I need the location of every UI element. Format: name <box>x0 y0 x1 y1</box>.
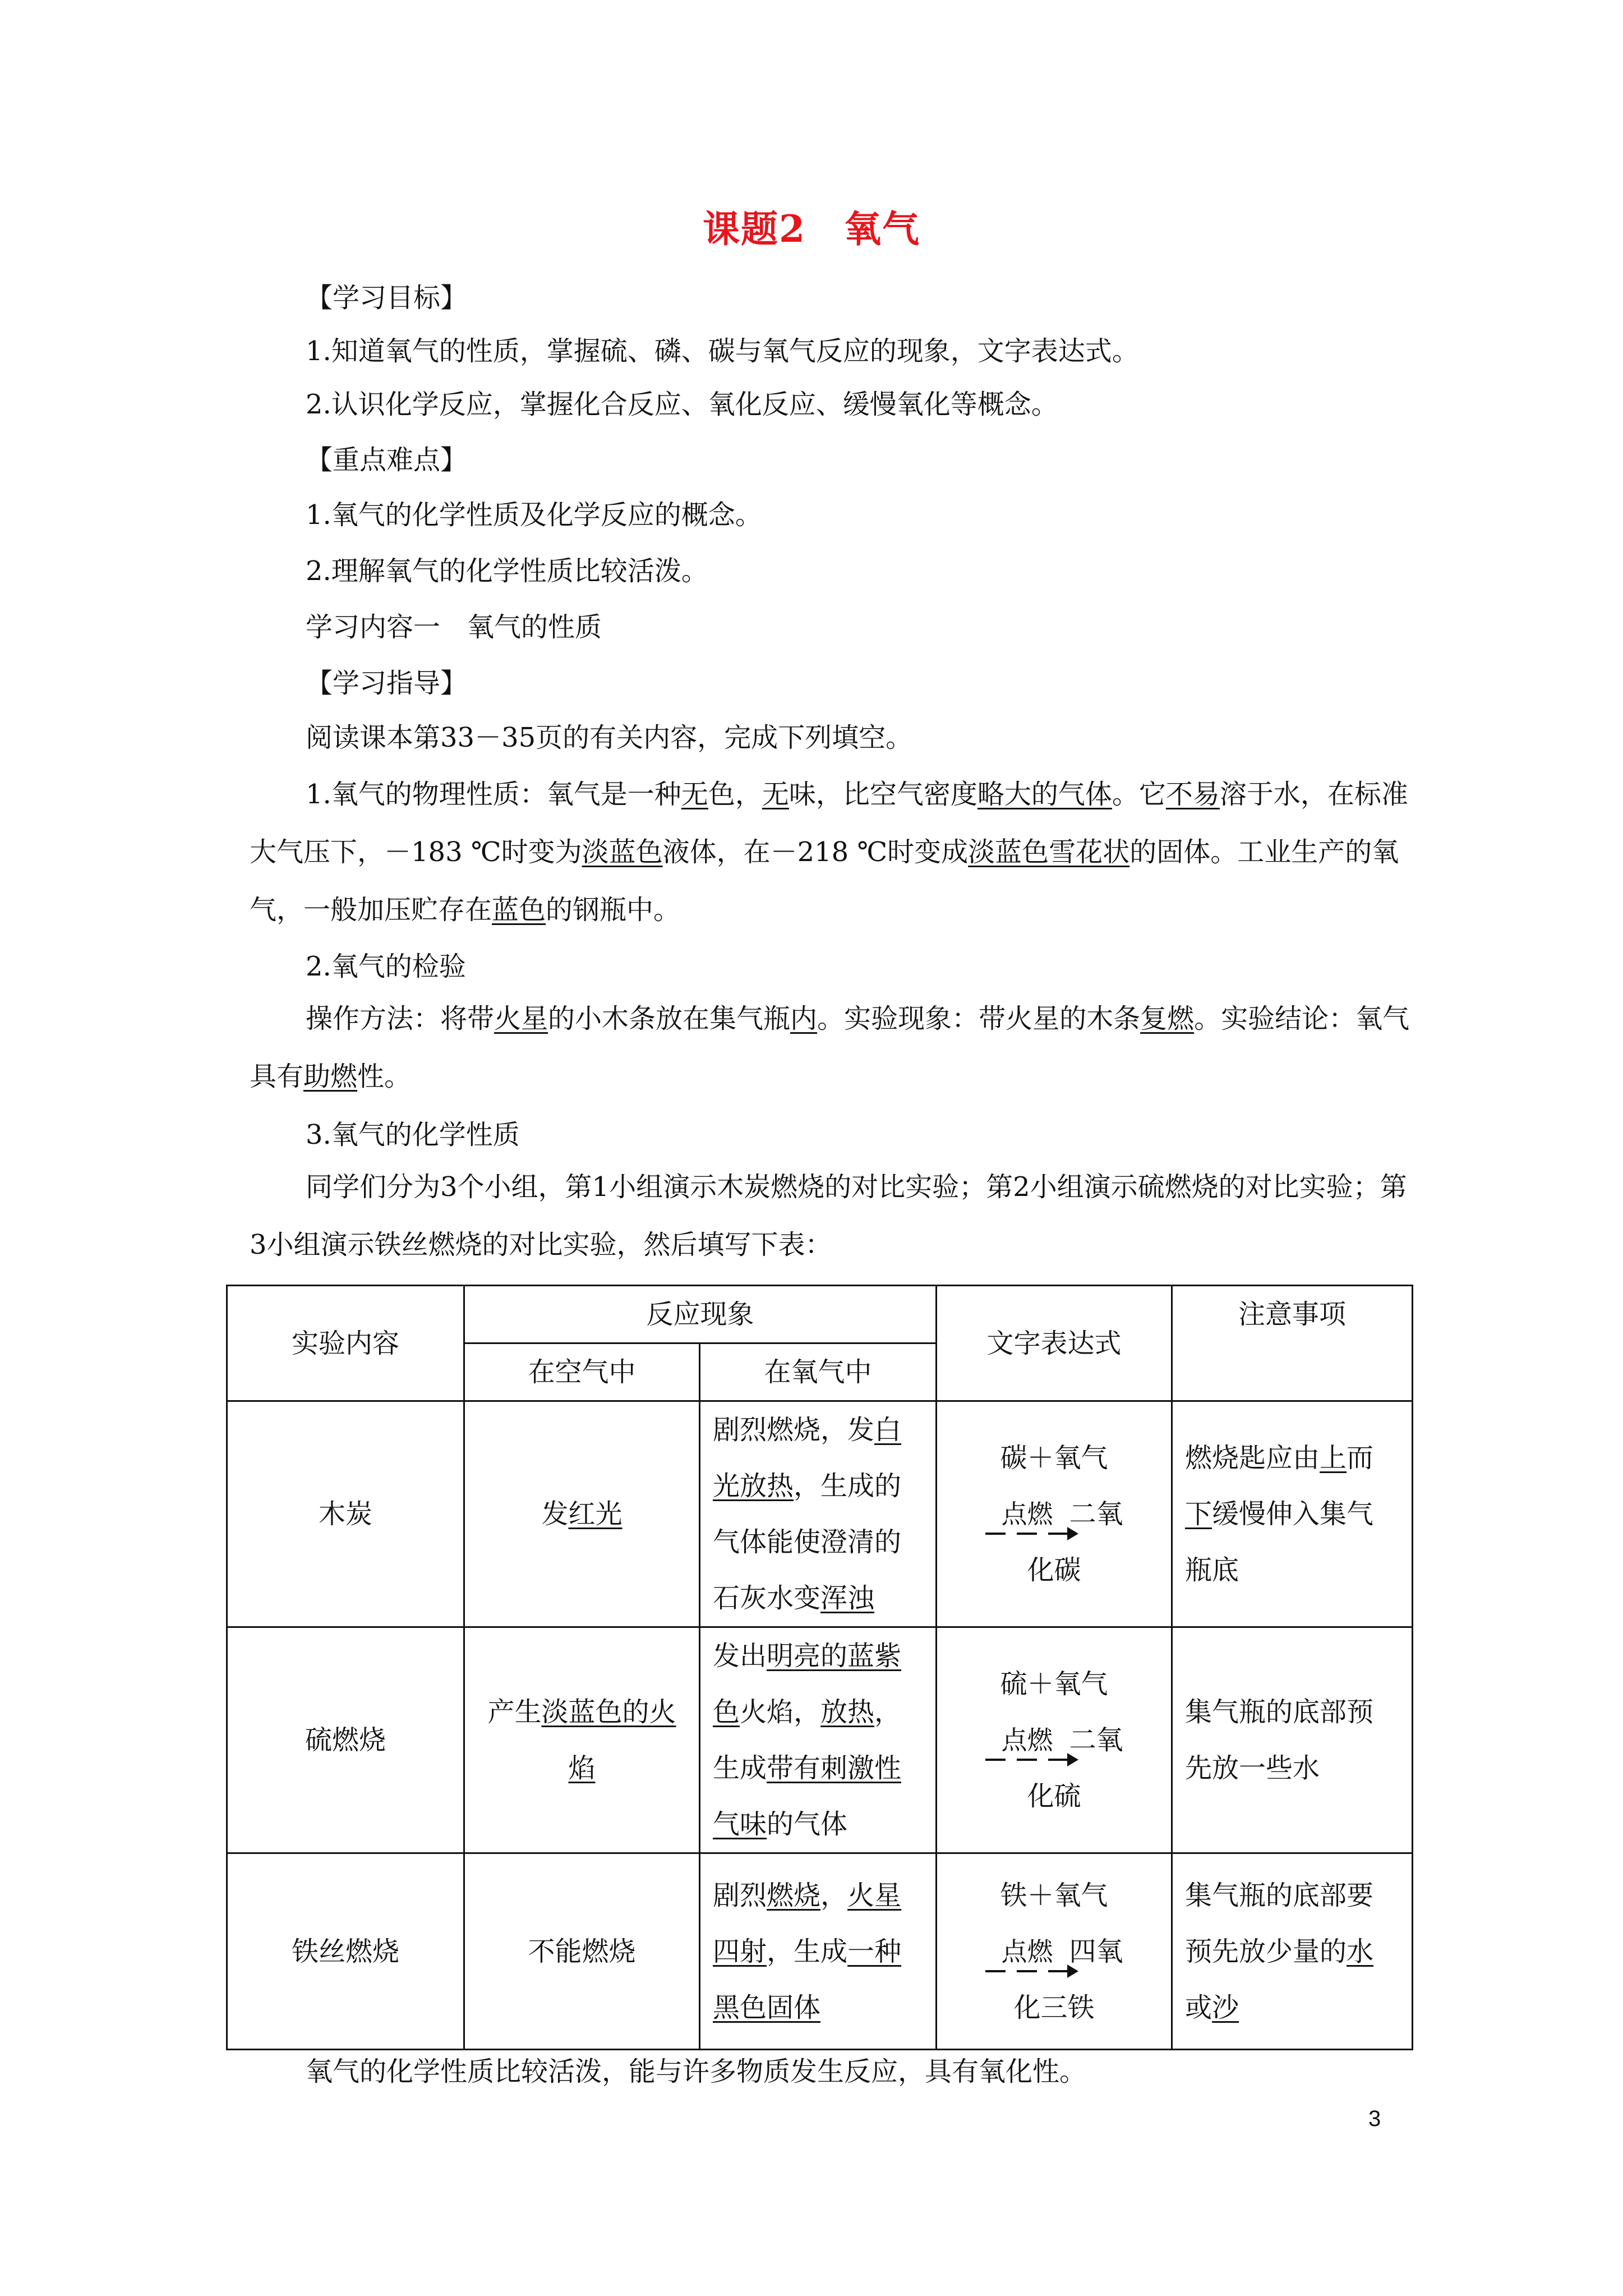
key-points-heading: 【重点难点】 <box>306 444 468 476</box>
test-paragraph: 操作方法：将带火星的小木条放在集气瓶内。实验现象：带火星的木条复燃。实验结论：氧气具有助燃性。 <box>250 1003 1410 1092</box>
table-row <box>227 1627 1413 1853</box>
guide-heading: 【学习指导】 <box>306 668 468 699</box>
test-heading: 2.氧气的检验 <box>306 951 466 982</box>
answer-blank: 火星四射 <box>713 1879 902 1967</box>
header-phenomenon: 反应现象 <box>464 1286 937 1343</box>
key-point-item: 1.氧气的化学性质及化学反应的概念。 <box>306 499 762 531</box>
answer-blank: 助燃 <box>303 1061 358 1092</box>
chemical-heading: 3.氧气的化学性质 <box>306 1119 520 1151</box>
header-in-air: 在空气中 <box>464 1343 700 1401</box>
chemical-intro: 同学们分为3个小组，第1小组演示木炭燃烧的对比实验；第2小组演示硫燃烧的对比实验；第3小组演示铁丝燃烧的对比实验，然后填写下表： <box>250 1171 1407 1260</box>
answer-blank: 下 <box>1185 1498 1212 1530</box>
answer-blank: 蓝色 <box>492 894 546 926</box>
page-title: 课题2 氧气 <box>703 207 920 251</box>
conclusion: 氧气的化学性质比较活泼，能与许多物质发生反应，具有氧化性。 <box>306 2056 1087 2087</box>
answer-blank: 淡蓝色雪花状 <box>968 836 1130 868</box>
answer-blank: 淡蓝色 <box>582 836 663 868</box>
notes-cell: 集气瓶的底部预先放一些水 <box>1172 1627 1413 1853</box>
answer-blank: 明亮的蓝紫色 <box>713 1640 902 1728</box>
page-number: 3 <box>1368 2106 1381 2131</box>
answer-blank: 火星 <box>494 1003 548 1034</box>
header-in-oxygen: 在氧气中 <box>700 1343 937 1401</box>
reaction-arrow: 点燃 <box>985 1722 1069 1761</box>
answer-blank: 沙 <box>1212 1991 1239 2023</box>
row-name: 木炭 <box>227 1401 464 1627</box>
reaction-arrow: 点燃 <box>985 1933 1069 1972</box>
key-point-item: 2.理解氧气的化学性质比较活泼。 <box>306 555 708 587</box>
header-equation: 文字表达式 <box>937 1286 1172 1401</box>
objectives-heading: 【学习目标】 <box>306 282 468 314</box>
experiment-table <box>226 1285 1413 2050</box>
table-row <box>227 1401 1413 1627</box>
answer-blank: 放热 <box>740 1470 794 1502</box>
answer-blank: 一种黑色固体 <box>713 1935 902 2023</box>
answer-blank: 红光 <box>568 1498 623 1530</box>
in-oxygen-cell: 剧烈燃烧，火星四射，生成一种黑色固体 <box>700 1853 937 2050</box>
in-air-cell: 产生淡蓝色的火焰 <box>464 1627 700 1853</box>
guide-intro: 阅读课本第33－35页的有关内容，完成下列填空。 <box>306 722 913 753</box>
answer-blank: 燃烧 <box>767 1879 821 1911</box>
in-oxygen-cell: 发出明亮的蓝紫色火焰，放热，生成带有刺激性气味的气体 <box>700 1627 937 1853</box>
answer-blank: 不易 <box>1165 779 1220 810</box>
physical-properties-paragraph: 1.氧气的物理性质：氧气是一种无色，无味，比空气密度略大的气体。它不易溶于水，在标准大气压下，－183 ℃时变为淡蓝色液体，在－218 ℃时变成淡蓝色雪花状的固体。工业生产的氧气，一般加压贮存在蓝色的钢瓶中。 <box>250 779 1408 926</box>
answer-blank: 水 <box>1347 1935 1374 1967</box>
answer-blank: 放热 <box>820 1696 875 1728</box>
in-air-cell: 不能燃烧 <box>464 1853 700 2050</box>
answer-blank: 白光 <box>713 1414 902 1502</box>
objective-item: 2.认识化学反应，掌握化合反应、氧化反应、缓慢氧化等概念。 <box>306 389 1058 420</box>
answer-blank: 无 <box>681 779 708 810</box>
row-name: 铁丝燃烧 <box>227 1853 464 2050</box>
answer-blank: 浑浊 <box>820 1582 875 1614</box>
equation-cell: 硫＋氧气 点燃 二氧 化硫 <box>937 1627 1172 1853</box>
answer-blank: 内 <box>790 1003 818 1034</box>
in-air-cell: 发红光 <box>464 1401 700 1627</box>
objective-item: 1.知道氧气的性质，掌握硫、磷、碳与氧气反应的现象，文字表达式。 <box>306 335 1139 367</box>
equation-cell: 铁＋氧气 点燃 四氧 化三铁 <box>937 1853 1172 2050</box>
equation-cell: 碳＋氧气 点燃 二氧 化碳 <box>937 1401 1172 1627</box>
answer-blank: 无 <box>762 779 789 810</box>
in-oxygen-cell: 剧烈燃烧，发白光放热，生成的气体能使澄清的石灰水变浑浊 <box>700 1401 937 1627</box>
answer-blank: 上 <box>1320 1442 1347 1474</box>
answer-blank: 带有刺激性气味 <box>713 1752 902 1840</box>
header-content: 实验内容 <box>227 1286 464 1401</box>
answer-blank: 淡蓝色的火焰 <box>541 1696 676 1784</box>
content-heading: 学习内容一 氧气的性质 <box>306 611 602 643</box>
notes-cell: 集气瓶的底部要预先放少量的水或沙 <box>1172 1853 1413 2050</box>
reaction-arrow: 点燃 <box>985 1496 1069 1535</box>
header-notes: 注意事项 <box>1172 1286 1413 1401</box>
answer-blank: 复燃 <box>1140 1003 1195 1034</box>
answer-blank: 略大的气体 <box>977 779 1112 810</box>
row-name: 硫燃烧 <box>227 1627 464 1853</box>
notes-cell: 燃烧匙应由上而下缓慢伸入集气瓶底 <box>1172 1401 1413 1627</box>
table-row <box>227 1853 1413 2050</box>
